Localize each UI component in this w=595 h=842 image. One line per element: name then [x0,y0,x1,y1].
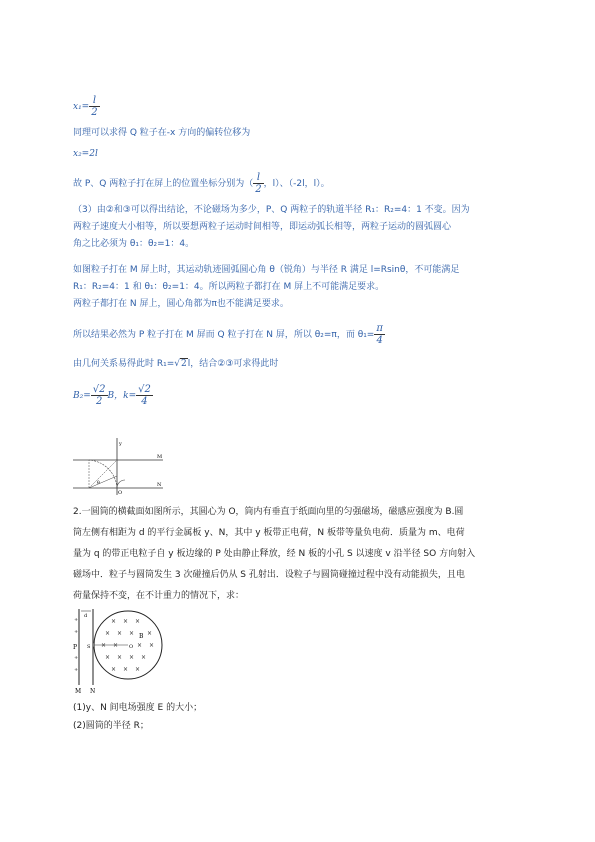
svg-text:×: × [141,654,147,661]
svg-text:×: × [111,618,117,625]
svg-text:×: × [149,642,155,649]
plus-sign-4: + [74,667,79,673]
part3-line-3: 角之比必须为 θ₁：θ₂=1：4。 [73,239,195,249]
fig2-label-s: S [87,644,91,650]
part3-line-1: （3）由②和③可以得出结论，不论磁场为多少，P、Q 两粒子的轨道半径 R₁：R₂=4：1 不变。因为 [73,205,470,215]
problem2-line-2: 筒左侧有相距为 d 的平行金属板 y、N，其中 y 板带正电荷，N 板带等量负电荷．质量为 m、电荷 [73,528,465,538]
part3-line-5: R₁：R₂=4：1 和 θ₁：θ₂=1：4。所以两粒子都打在 M 屏上不可能满足要求。 [73,282,385,292]
svg-text:×: × [135,618,141,625]
x2-equation: x₂=2l [73,149,98,159]
fig1-label-n: N [157,482,162,488]
fig2-label-b: B [139,633,144,640]
theta1-fraction: $\frac{\pi}{4}$ [376,323,383,346]
plus-sign-2: + [74,629,79,635]
radius-line [89,476,117,488]
fig2-label-o: O [129,644,134,650]
fig2-label-m: M [75,688,82,695]
problem2-line-1: 2.一圆筒的横截面如图所示，其圆心为 O，筒内有垂直于纸面向里的匀强磁场，磁感应强度为 B.圆 [73,507,464,517]
x1-equation: x₁= $\frac{l}{2}$ [73,95,98,118]
b2-fraction: $\frac{√2}{2}$ [92,384,106,407]
b2-k-equation: B₂= $\frac{√2}{2}$ B，k= $\frac{√2}{4}$ [73,384,151,407]
svg-text:×: × [113,642,119,649]
small-arc [117,480,125,488]
question-1: (1)y、N 间电场强度 E 的大小； [73,703,203,713]
trajectory-figure [73,438,163,496]
fig1-label-y: y [119,441,122,447]
part3-line-7: 所以结果必然为 P 粒子打在 M 屏而 Q 粒子打在 N 屏，所以 θ₂=π，而 θ₁= $\frac{\pi}{4}$ [73,323,383,346]
svg-text:×: × [147,630,153,637]
svg-text:×: × [111,666,117,673]
svg-text:×: × [123,618,129,625]
svg-text:×: × [105,654,111,661]
question-2: (2)圆筒的半径 R； [73,721,149,731]
fig1-label-m: M [157,454,163,460]
svg-text:×: × [105,630,111,637]
svg-text:×: × [129,630,135,637]
cylinder-figure [73,607,177,695]
svg-text:×: × [117,630,123,637]
fig1-label-theta: θ [97,481,100,486]
plus-sign-1: + [74,617,79,623]
svg-text:×: × [135,666,141,673]
fig1-label-o: O [118,490,123,496]
svg-text:×: × [123,666,129,673]
sqrt-expression: √2 [174,359,187,369]
svg-text:×: × [101,642,107,649]
k-fraction: $\frac{√2}{4}$ [138,384,151,407]
problem2-line-3: 量为 q 的带正电粒子自 y 板边缘的 P 处由静止释放，经 N 板的小孔 S 以速度 v 沿半径 SO 方向射入 [73,549,476,559]
text-same-line: 同理可以求得 Q 粒子在-x 方向的偏转位移为 [73,128,251,138]
fig2-label-p: P [73,644,78,651]
fig2-label-n: N [90,688,96,695]
x1-fraction: $\frac{l}{2}$ [91,95,98,118]
coord-fraction: $\frac{l}{2}$ [255,172,262,195]
svg-text:×: × [137,642,143,649]
problem2-line-5: 荷量保持不变，在不计重力的情况下，求： [73,591,245,601]
fig2-label-d: d [84,613,88,619]
part3-line-2: 两粒子速度大小相等，所以要想两粒子运动时间相等，即运动弧长相等，两粒子运动的圆弧圆心 [73,222,452,232]
svg-text:×: × [129,654,135,661]
magnetic-field-crosses [101,618,154,673]
svg-text:×: × [117,654,123,661]
part3-line-6: 两粒子都打在 N 屏上，圆心角都为π也不能满足要求。 [73,299,289,309]
part3-line-4: 如图粒子打在 M 屏上时，其运动轨迹圆弧圆心角 θ（锐角）与半径 R 满足 l=Rsinθ，不可能满足 [73,265,460,275]
plus-sign-3: + [74,655,79,661]
coordinate-line: 故 P、Q 两粒子打在屏上的位置坐标分别为（ $\frac{l}{2}$ ，l）、（-2l，l）。 [73,172,330,195]
problem2-line-4: 磁场中．粒子与圆筒发生 3 次碰撞后仍从 S 孔射出．设粒子与圆筒碰撞过程中没有动能损失，且电 [73,570,465,580]
part3-line-8: 由几何关系易得此时 R₁=√2l，结合②③可求得此时 [73,359,279,369]
